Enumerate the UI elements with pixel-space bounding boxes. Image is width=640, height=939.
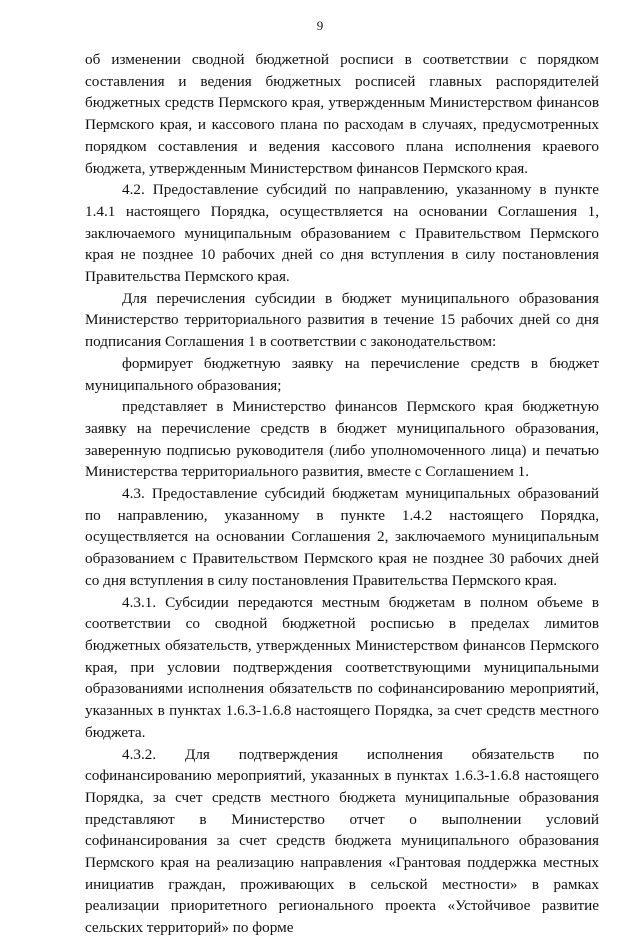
paragraph: представляет в Министерство финансов Пермского края бюджетную заявку на перечисление средств в бюджет муниципального образования, заверенную подписью руководителя (либо уполномоченного лица) и печатью Министерства территориального развития, вместе с Соглашением 1. xyxy=(85,398,599,481)
paragraph-4-2: 4.2. Предоставление субсидий по направлению, указанному в пункте 1.4.1 настоящего Порядка, осуществляется на основании Соглашения 1, заключаемого муниципальным образованием с Правительством Пермского края не позднее 10 рабочих дней со дня вступления в силу постановления Правительства Пермского края. xyxy=(85,181,599,286)
document-body xyxy=(85,49,599,939)
paragraph: Для перечисления субсидии в бюджет муниципального образования Министерство территориального развития в течение 15 рабочих дней со дня подписания Соглашения 1 в соответствии с законодательством: xyxy=(85,289,599,351)
paragraph-4-3-2: 4.3.2. Для подтверждения исполнения обязательств по софинансированию мероприятий, указанных в пунктах 1.6.3-1.6.8 настоящего Порядка, за счет средств местного бюджета муниципальные образования представляют в Министерство отчет о выполнении условий софинансирования за счет средств бюджета муниципального образования Пермского края на реализацию направления «Грантовая поддержка местных инициатив граждан, проживающих в сельской местности» в рамках реализации приоритетного регионального проекта «Устойчивое развитие сельских территорий» по форме xyxy=(85,745,599,937)
paragraph-4-3-1: 4.3.1. Субсидии передаются местным бюджетам в полном объеме в соответствии со сводной бюджетной росписью в пределах лимитов бюджетных обязательств, утвержденных Министерством финансов Пермского края, при условии подтверждения соответствующими муниципальными образованиями исполнения обязательств по софинансированию мероприятий, указанных в пунктах 1.6.3-1.6.8 настоящего Порядка, за счет средств местного бюджета. xyxy=(85,593,599,741)
page-number: 9 xyxy=(316,18,324,33)
paragraph-4-3: 4.3. Предоставление субсидий бюджетам муниципальных образований по направлению, указанному в пункте 1.4.2 настоящего Порядка, осуществляется на основании Соглашения 2, заключаемого муниципальным образованием с Правительством Пермского края не позднее 30 рабочих дней со дня вступления в силу постановления Правительства Пермского края. xyxy=(85,485,599,589)
paragraph: формирует бюджетную заявку на перечисление средств в бюджет муниципального образования; xyxy=(85,354,599,394)
paragraph: об изменении сводной бюджетной росписи в соответствии с порядком составления и ведения бюджетных росписей главных распорядителей бюджетных средств Пермского края, утвержденным Министерством финансов Пермского края, и кассового плана по расходам в случаях, предусмотренных порядком составления и ведения кассового плана исполнения краевого бюджета, утвержденным Министерством финансов Пермского края. xyxy=(85,51,599,177)
